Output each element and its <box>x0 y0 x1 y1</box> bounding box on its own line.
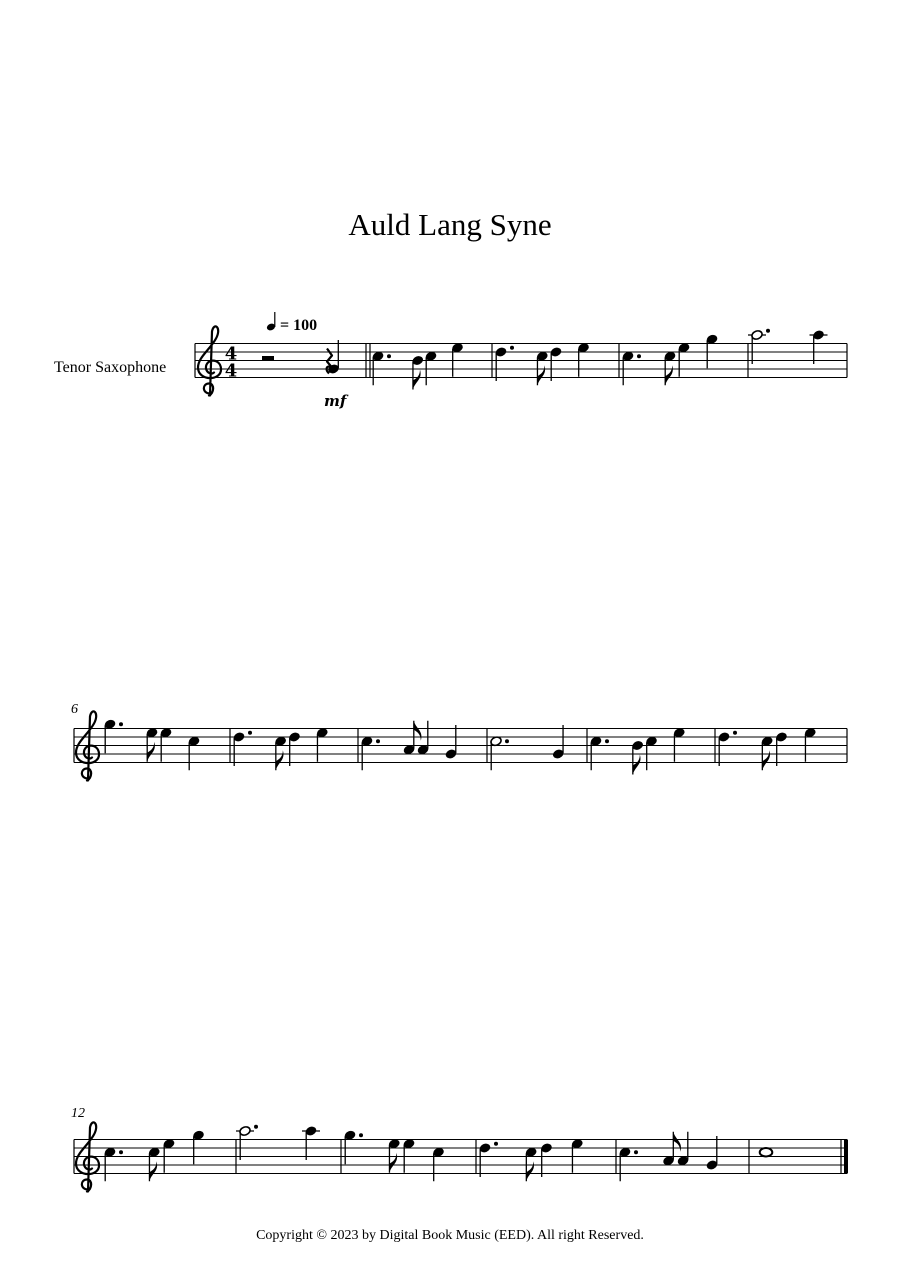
time-signature-numerator: 4 <box>224 343 238 365</box>
measure <box>495 342 590 385</box>
eighth-flag-icon <box>147 742 155 762</box>
eighth-flag-icon <box>389 1153 397 1173</box>
eighth-flag-icon <box>413 370 421 390</box>
eighth-flag-icon <box>149 1161 157 1181</box>
eighth-flag-icon <box>673 1132 681 1152</box>
measure <box>748 329 828 364</box>
score-title: Auld Lang Syne <box>348 207 552 242</box>
whole-note <box>760 1148 773 1156</box>
measure <box>490 725 565 770</box>
final-barline-thick <box>844 1140 848 1174</box>
dot-icon <box>248 731 252 735</box>
measure <box>760 1148 773 1156</box>
eighth-flag-icon <box>762 750 770 770</box>
eighth-flag-icon <box>276 750 284 770</box>
tempo-bpm-text: = 100 <box>280 317 318 334</box>
staff-system-3 <box>71 1106 848 1192</box>
measure <box>233 727 329 770</box>
dot-icon <box>605 739 609 743</box>
measure <box>372 342 464 389</box>
eighth-flag-icon <box>665 365 673 385</box>
dot-icon <box>510 346 514 350</box>
instrument-name: Tenor Saxophone <box>54 359 167 376</box>
copyright-notice: Copyright © 2023 by Digital Book Music (EED). All right Reserved. <box>256 1228 644 1243</box>
measure <box>590 727 686 774</box>
eighth-flag-icon <box>526 1161 534 1181</box>
half-rest-icon <box>262 356 274 361</box>
tempo-marking <box>266 312 317 334</box>
dot-icon <box>359 1133 363 1137</box>
staff-system-2 <box>71 702 847 781</box>
staff-system-1 <box>195 312 847 410</box>
dot-icon <box>119 722 123 726</box>
eighth-flag-icon <box>414 721 422 741</box>
dot-icon <box>637 354 641 358</box>
dot-icon <box>766 329 770 333</box>
dot-icon <box>733 731 737 735</box>
dynamic-marking: mf <box>324 392 347 410</box>
time-signature-denominator: 4 <box>224 360 238 382</box>
dot-icon <box>254 1125 258 1129</box>
dot-icon <box>119 1150 123 1154</box>
measure <box>718 727 817 770</box>
measure <box>479 1138 584 1181</box>
dot-icon <box>387 354 391 358</box>
eighth-flag-icon <box>633 755 641 775</box>
eighth-flag-icon <box>537 365 545 385</box>
measure-number: 6 <box>71 702 78 717</box>
measure <box>236 1125 320 1160</box>
dot-icon <box>505 739 509 743</box>
dot-icon <box>634 1150 638 1154</box>
measure-number: 12 <box>71 1106 85 1121</box>
dot-icon <box>494 1142 498 1146</box>
dot-icon <box>376 739 380 743</box>
